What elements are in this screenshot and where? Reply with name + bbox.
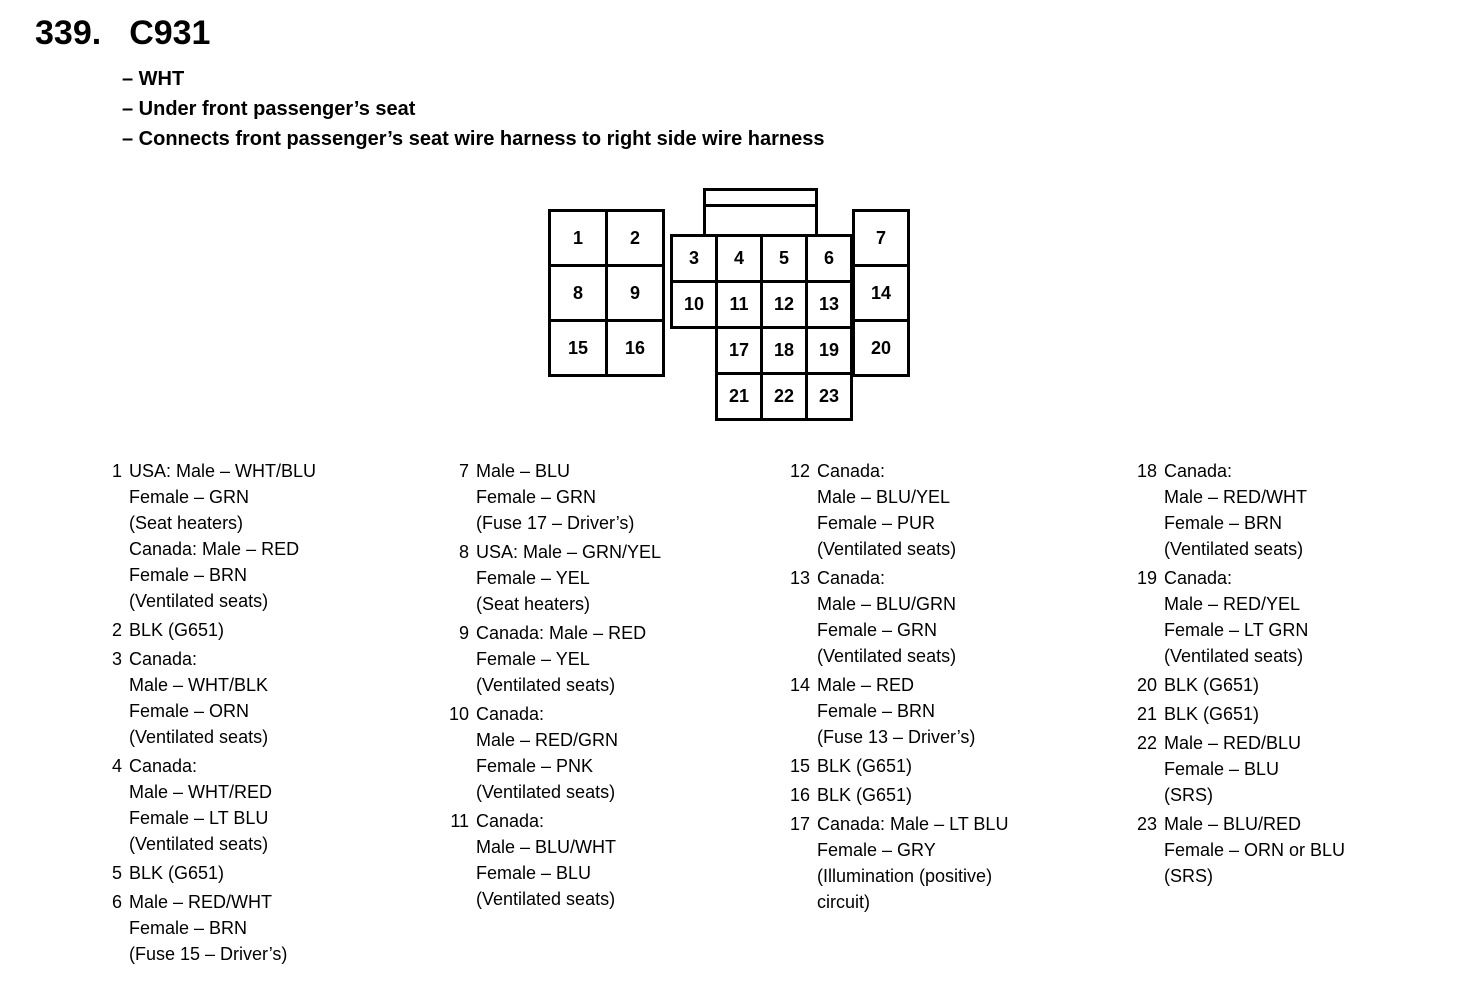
pin-number: 11 — [450, 811, 469, 831]
pin-description — [817, 565, 1121, 669]
pin-description-line: Canada: — [476, 811, 545, 831]
pin-description-line: (Ventilated seats) — [476, 782, 616, 802]
pin-description-line: Canada: — [1164, 461, 1233, 481]
connector-cavity-6: 6 — [805, 234, 853, 283]
pin-description — [129, 646, 433, 750]
pin-entry — [1133, 701, 1468, 727]
connector-cavity-1: 1 — [548, 209, 608, 267]
pin-description-line: Male – WHT/BLK — [129, 675, 269, 695]
pin-description-line: BLK (G651) — [1164, 675, 1260, 695]
pin-number: 18 — [1136, 461, 1157, 481]
pin-entry — [98, 860, 433, 886]
pin-description-line: Male – BLU/WHT — [476, 837, 617, 857]
pin-description-line: USA: Male – WHT/BLU — [129, 461, 317, 481]
pin-description — [1164, 565, 1468, 669]
pin-entry — [1133, 811, 1468, 889]
pin-description-line: Canada: — [817, 461, 886, 481]
page-title — [35, 14, 210, 53]
pin-entry — [786, 565, 1121, 669]
pin-description — [129, 617, 433, 643]
pin-description — [129, 889, 433, 967]
pin-description-line: BLK (G651) — [817, 785, 913, 805]
pin-number: 16 — [789, 785, 810, 805]
pin-description-line: (Illumination (positive) — [817, 866, 993, 886]
pin-description-line: (Seat heaters) — [129, 513, 244, 533]
pin-description-line: Female – PNK — [476, 756, 594, 776]
pin-description-line: (SRS) — [1164, 785, 1213, 805]
pin-description — [1164, 672, 1468, 698]
pin-description-line: BLK (G651) — [129, 863, 225, 883]
pin-description — [476, 808, 780, 912]
pin-description-line: Canada: — [1164, 568, 1233, 588]
pin-description — [129, 860, 433, 886]
pin-description — [817, 458, 1121, 562]
pin-entry — [445, 458, 780, 536]
pin-description-line: Female – YEL — [476, 568, 590, 588]
pin-description-line: Female – BLU — [1164, 759, 1280, 779]
pin-entry — [786, 458, 1121, 562]
pin-description-line: Female – BRN — [129, 565, 248, 585]
pin-description-line: Female – GRN — [476, 487, 597, 507]
connector-diagram — [548, 188, 914, 424]
pin-description-line: Canada: — [476, 704, 545, 724]
pin-description-line: Male – BLU/GRN — [817, 594, 957, 614]
pin-description-line: Male – RED/GRN — [476, 730, 619, 750]
pin-number: 7 — [458, 461, 469, 481]
pin-entry — [98, 646, 433, 750]
pin-number: 21 — [1136, 704, 1157, 724]
pin-entry — [98, 889, 433, 967]
connector-cavity-14: 14 — [852, 264, 910, 322]
pin-description-line: BLK (G651) — [1164, 704, 1260, 724]
pin-description-line: Canada: Male – LT BLU — [817, 814, 1009, 834]
pin-entry — [445, 539, 780, 617]
pin-entry — [445, 620, 780, 698]
pin-entry — [445, 701, 780, 805]
pin-description-line: (Fuse 15 – Driver’s) — [129, 944, 288, 964]
connector-cavity-5: 5 — [760, 234, 808, 283]
connector-cavity-19: 19 — [805, 326, 853, 375]
pin-description-line: Female – BRN — [1164, 513, 1283, 533]
pin-description-line: Female – PUR — [817, 513, 936, 533]
connector-cavity-16: 16 — [605, 319, 665, 377]
pin-description-line: Female – LT GRN — [1164, 620, 1309, 640]
pin-description-line: (Fuse 17 – Driver’s) — [476, 513, 635, 533]
pin-entry — [98, 753, 433, 857]
pin-entry — [98, 617, 433, 643]
pin-description-line: (Ventilated seats) — [817, 539, 957, 559]
pin-description — [476, 458, 780, 536]
connector-cavity-12: 12 — [760, 280, 808, 329]
pin-description-line: Female – GRN — [129, 487, 250, 507]
pin-description-line: BLK (G651) — [129, 620, 225, 640]
pin-entry — [786, 782, 1121, 808]
connector-cavity-4: 4 — [715, 234, 763, 283]
pin-description-line: Male – RED — [817, 675, 915, 695]
pin-number: 5 — [111, 863, 122, 883]
pin-description-line: (Ventilated seats) — [129, 834, 269, 854]
pin-number: 8 — [458, 542, 469, 562]
connector-cavity-11: 11 — [715, 280, 763, 329]
pin-number: 12 — [789, 461, 810, 481]
pin-entry — [1133, 672, 1468, 698]
pin-number: 20 — [1136, 675, 1157, 695]
pin-number: 4 — [111, 756, 122, 776]
connector-id: C931 — [129, 14, 211, 52]
pin-description-line: Female – BRN — [129, 918, 248, 938]
pin-description-line: USA: Male – GRN/YEL — [476, 542, 662, 562]
pin-description-line: Male – RED/WHT — [1164, 487, 1308, 507]
pin-description-line: Male – RED/YEL — [1164, 594, 1301, 614]
pin-description-line: Female – YEL — [476, 649, 590, 669]
pin-description-line: Canada: — [817, 568, 886, 588]
pin-number: 14 — [789, 675, 810, 695]
connector-cavity-22: 22 — [760, 372, 808, 421]
pin-description — [476, 620, 780, 698]
pin-description — [1164, 730, 1468, 808]
connector-cavity-15: 15 — [548, 319, 608, 377]
pin-entry — [786, 753, 1121, 779]
pin-description-line: (Ventilated seats) — [1164, 646, 1304, 666]
pin-description-line: Female – LT BLU — [129, 808, 269, 828]
note-line: – WHT — [122, 68, 185, 90]
pin-description-line: (Ventilated seats) — [476, 889, 616, 909]
connector-cavity-10: 10 — [670, 280, 718, 329]
pin-description-line: (Ventilated seats) — [1164, 539, 1304, 559]
pin-number: 6 — [111, 892, 122, 912]
connector-notes — [122, 64, 824, 154]
connector-cavity-21: 21 — [715, 372, 763, 421]
pin-description-line: (Seat heaters) — [476, 594, 591, 614]
pin-number: 9 — [458, 623, 469, 643]
pin-description-line: circuit) — [817, 892, 870, 912]
connector-lock-tab — [703, 188, 818, 237]
connector-cavity-18: 18 — [760, 326, 808, 375]
pin-description-line: Canada: — [129, 649, 198, 669]
connector-right-block — [852, 209, 910, 377]
connector-lock-tab-line — [706, 204, 815, 207]
pin-description-line: Male – BLU/YEL — [817, 487, 951, 507]
pin-entry — [1133, 458, 1468, 562]
pin-description — [817, 672, 1121, 750]
pin-number: 17 — [789, 814, 810, 834]
pin-column — [445, 458, 780, 915]
connector-left-block — [548, 209, 665, 377]
pin-description — [129, 753, 433, 857]
pin-entry — [1133, 565, 1468, 669]
pin-description-line: Female – BLU — [476, 863, 592, 883]
pin-entry — [98, 458, 433, 614]
pin-description-line: Female – GRN — [817, 620, 938, 640]
pin-description-line: Canada: Male – RED — [476, 623, 647, 643]
pin-description-line: (Ventilated seats) — [129, 591, 269, 611]
connector-cavity-17: 17 — [715, 326, 763, 375]
pin-number: 3 — [111, 649, 122, 669]
connector-middle-block — [670, 234, 854, 424]
pin-column — [786, 458, 1121, 918]
pin-entry — [1133, 730, 1468, 808]
pin-description — [476, 539, 780, 617]
connector-cavity-20: 20 — [852, 319, 910, 377]
pin-description-line: Female – ORN or BLU — [1164, 840, 1346, 860]
connector-cavity-13: 13 — [805, 280, 853, 329]
pin-number: 15 — [789, 756, 810, 776]
pin-description-line: Male – WHT/RED — [129, 782, 273, 802]
pin-number: 13 — [789, 568, 810, 588]
pin-description-line: (Ventilated seats) — [129, 727, 269, 747]
pin-number: 2 — [111, 620, 122, 640]
pin-description — [817, 753, 1121, 779]
pin-description — [817, 782, 1121, 808]
pin-description — [817, 811, 1121, 915]
pin-number: 22 — [1136, 733, 1157, 753]
pin-column — [98, 458, 433, 970]
pin-description-line: Female – BRN — [817, 701, 936, 721]
pin-description — [476, 701, 780, 805]
pin-description-line: Male – BLU/RED — [1164, 814, 1302, 834]
note-line: – Connects front passenger’s seat wire harness to right side wire harness — [122, 128, 825, 150]
connector-cavity-2: 2 — [605, 209, 665, 267]
pin-description — [1164, 701, 1468, 727]
pin-description-line: BLK (G651) — [817, 756, 913, 776]
connector-cavity-3: 3 — [670, 234, 718, 283]
pin-entry — [786, 672, 1121, 750]
note-line: – Under front passenger’s seat — [122, 98, 416, 120]
pin-description — [1164, 811, 1468, 889]
pin-description-line: Canada: Male – RED — [129, 539, 300, 559]
pin-description — [129, 458, 433, 614]
pin-description-line: Male – RED/BLU — [1164, 733, 1302, 753]
pin-description-line: (Ventilated seats) — [476, 675, 616, 695]
pin-description-line: Female – ORN — [129, 701, 250, 721]
connector-cavity-23: 23 — [805, 372, 853, 421]
section-number: 339. — [35, 14, 102, 52]
connector-cavity-8: 8 — [548, 264, 608, 322]
pin-number: 23 — [1136, 814, 1157, 834]
pin-number: 19 — [1136, 568, 1157, 588]
connector-cavity-7: 7 — [852, 209, 910, 267]
pin-description-line: Male – BLU — [476, 461, 571, 481]
pin-description-line: Male – RED/WHT — [129, 892, 273, 912]
connector-cavity-9: 9 — [605, 264, 665, 322]
pin-entry — [786, 811, 1121, 915]
pin-number: 1 — [111, 461, 122, 481]
pin-description — [1164, 458, 1468, 562]
pin-number: 10 — [448, 704, 469, 724]
pin-description-line: (Fuse 13 – Driver’s) — [817, 727, 976, 747]
pin-description-line: (Ventilated seats) — [817, 646, 957, 666]
pin-entry — [445, 808, 780, 912]
pin-description-line: (SRS) — [1164, 866, 1213, 886]
pin-description-line: Female – GRY — [817, 840, 936, 860]
pin-column — [1133, 458, 1468, 892]
pin-description-line: Canada: — [129, 756, 198, 776]
